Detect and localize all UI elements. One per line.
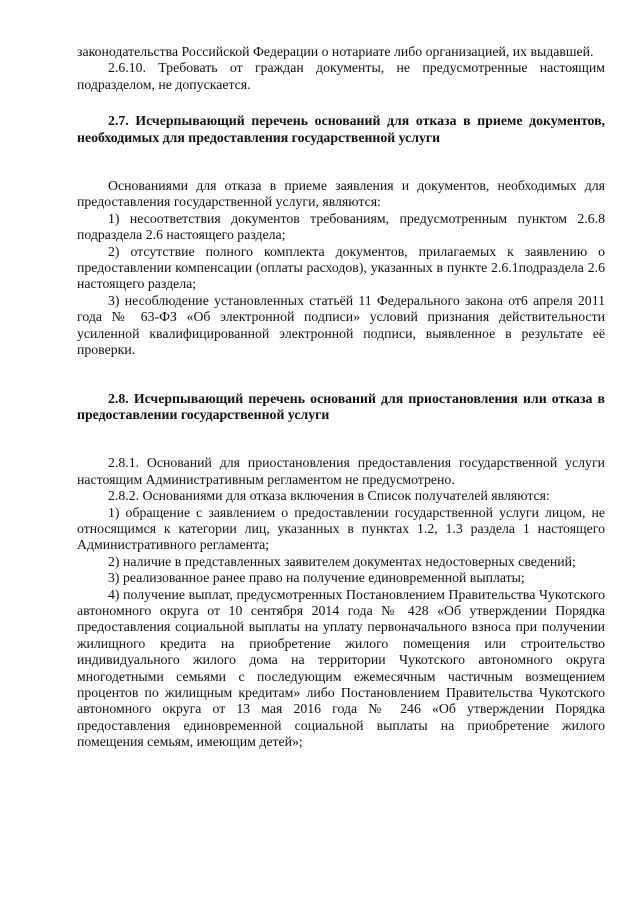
list-item-2-8-1: 1) обращение с заявлением о предоставлении государственной услуги лицом, не относящимся к категории лиц, указанных в пунктах 1.2, 1.3 раздела 1 настоящего Административного регламента; — [77, 504, 605, 553]
paragraph-2-8-2: 2.8.2. Основаниями для отказа включения в Список получателей являются: — [108, 488, 550, 504]
paragraph-2-6-10: 2.6.10. Требовать от граждан документы, не предусмотренные настоящим подразделом, не допускается. — [77, 60, 605, 92]
list-item-2-7-3: 3) несоблюдение установленных статьёй 11 Федерального закона от6 апреля 2011 года № 63-ФЗ «Об электронной подписи» условий признания действительности усиленной квалифицированной электронной подписи, выявленное в результате её проверки. — [77, 292, 605, 358]
list-item-2-8-4: 4) получение выплат, предусмотренных Постановлением Правительства Чукотского автономного округа от 10 сентября 2014 года № 428 «Об утверждении Порядка предоставления социальной выплаты на уплату первоначального взноса при получении жилищного кредита на приобретение жилого помещения или строительство индивидуального жилого дома на территории Чукотского автономного округа многодетными семьями с последующим ежемесячным частичным возмещением процентов по жилищным кредитам» либо Постановлением Правительства Чукотского автономного округа от 13 мая 2016 года № 246 «Об утверждении Порядка предоставления единовременной социальной выплаты на приобретение жилого помещения семьям, имеющим детей»; — [77, 586, 605, 750]
list-item-2-8-2: 2) наличие в представленных заявителем документах недостоверных сведений; — [108, 553, 576, 569]
paragraph-2-8-1: 2.8.1. Оснований для приостановления предоставления государственной услуги настоящим Административным регламентом не предусмотрено. — [77, 455, 605, 487]
heading-2-8: 2.8. Исчерпывающий перечень оснований для приостановления или отказа в предоставлении государственной услуги — [77, 390, 605, 422]
heading-2-7: 2.7. Исчерпывающий перечень оснований для отказа в приеме документов, необходимых для предоставления государственной услуги — [77, 113, 605, 145]
list-item-2-8-3: 3) реализованное ранее право на получение единовременной выплаты; — [108, 570, 525, 586]
list-item-2-7-2: 2) отсутствие полного комплекта документов, прилагаемых к заявлению о предоставлении компенсации (оплаты расходов), указанных в пункте 2.6.1подраздела 2.6 настоящего раздела; — [77, 243, 605, 292]
document-page — [77, 44, 605, 751]
paragraph-2-7-intro: Основаниями для отказа в приеме заявления и документов, необходимых для предоставления государственной услуги, являются: — [77, 178, 605, 210]
paragraph-continuation: законодательства Российской Федерации о нотариате либо организацией, их выдавшей. — [77, 44, 594, 59]
list-item-2-7-1: 1) несоответствия документов требованиям, предусмотренным пунктом 2.6.8 подраздела 2.6 настоящего раздела; — [77, 210, 605, 243]
